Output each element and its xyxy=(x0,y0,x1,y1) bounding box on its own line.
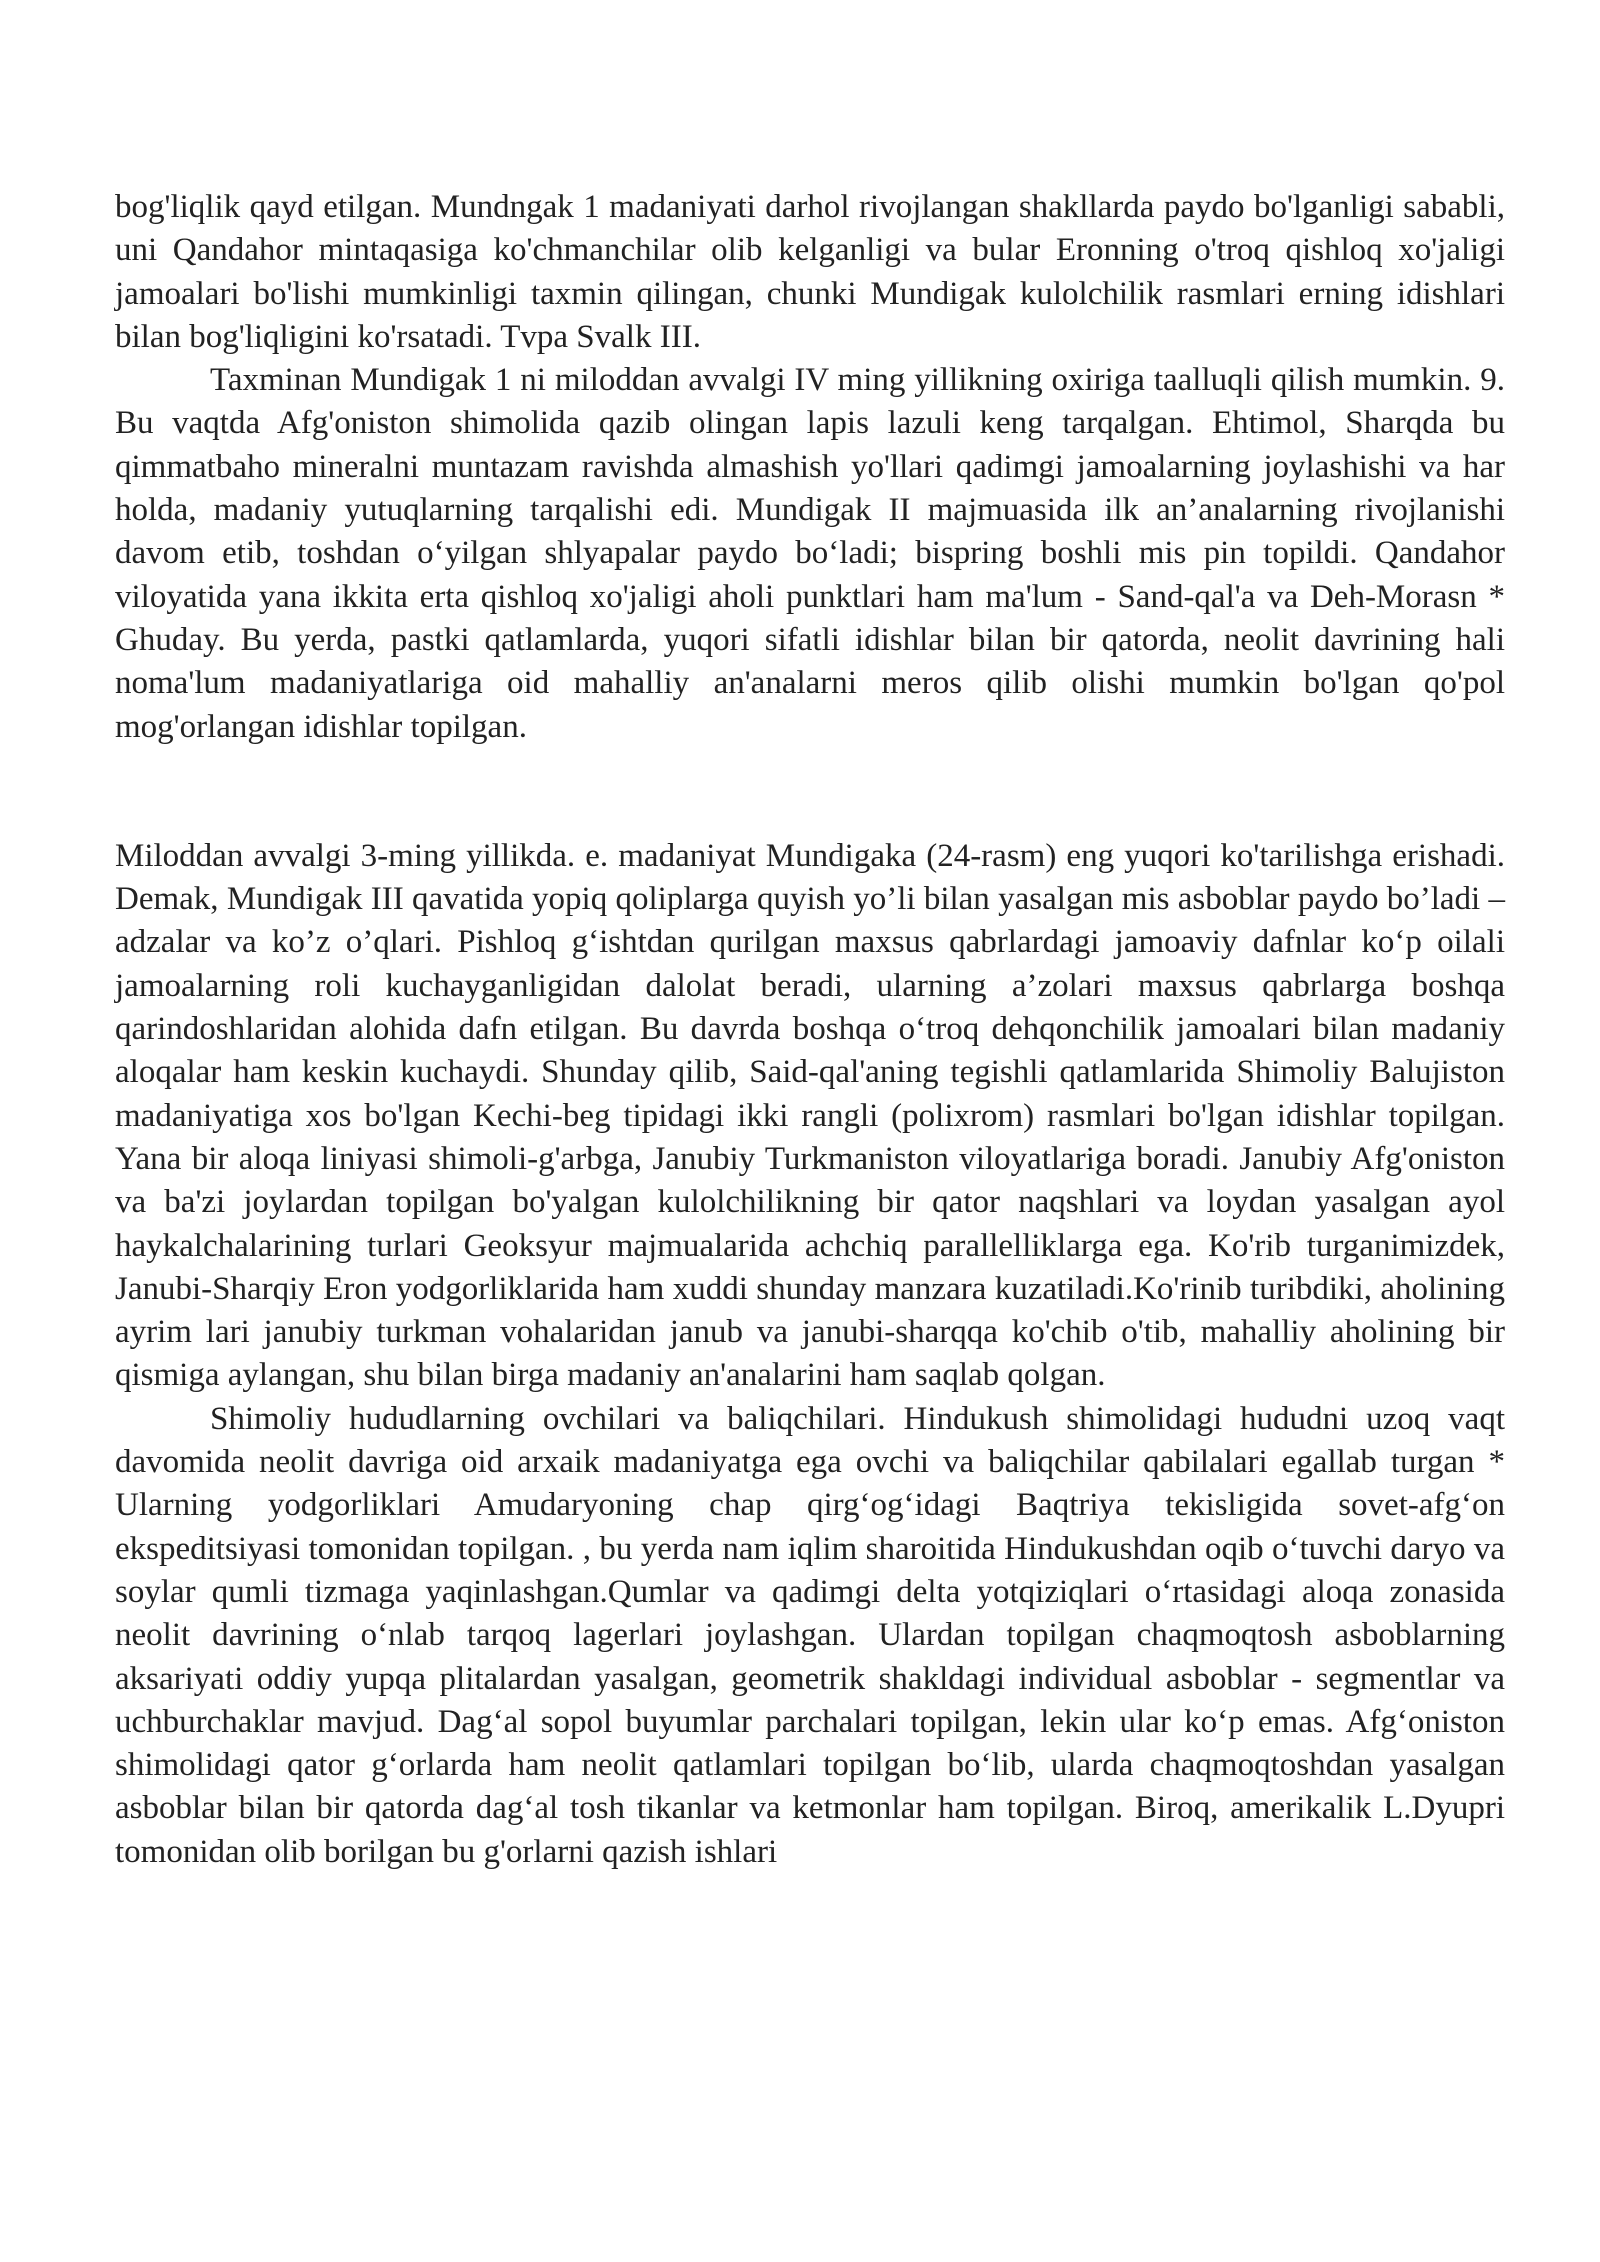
paragraph-2: Taxminan Mundigak 1 ni miloddan avvalgi IV ming yillikning oxiriga taalluqli qilish mumkin. 9. Bu vaqtda Afg'oniston shimolida qazib olingan lapis lazuli keng tarqalgan. Ehtimol, Sharqda bu qimmatbaho mineralni muntazam ravishda almashish yo'llari qadimgi jamoalarning joylashishi va har holda, madaniy yutuqlarning tarqalishi edi. Mundigak II majmuasida ilk an’analarning rivojlanishi davom etib, toshdan o‘yilgan shlyapalar paydo bo‘ladi; bispring boshli mis pin topildi. Qandahor viloyatida yana ikkita erta qishloq xo'jaligi aholi punktlari ham ma'lum - Sand-qal'a va Deh-Morasn * Ghuday. Bu yerda, pastki qatlamlarda, yuqori sifatli idishlar bilan bir qatorda, neolit davrining hali noma'lum madaniyatlariga oid mahalliy an'analarni meros qilib olishi mumkin bo'lgan qo'pol mog'orlangan idishlar topilgan. xyxy=(115,362,1505,745)
paragraph-1: bog'liqlik qayd etilgan. Mundngak 1 madaniyati darhol rivojlangan shakllarda paydo bo'lganligi sababli, uni Qandahor mintaqasiga ko'chmanchilar olib kelganligi va bular Eronning o'troq qishloq xo'jaligi jamoalari bo'lishi mumkinligi taxmin qilingan, chunki Mundigak kulolchilik rasmlari erning idishlari bilan bog'liqligini ko'rsatadi. Tvpa Svalk III. xyxy=(115,189,1505,355)
paragraph-4: Shimoliy hududlarning ovchilari va baliqchilari. Hindukush shimolidagi hududni uzoq vaqt davomida neolit davriga oid arxaik madaniyatga ega ovchi va baliqchilar qabilalari egallab turgan * Ularning yodgorliklari Amudaryoning chap qirg‘og‘idagi Baqtriya tekisligida sovet-afg‘on ekspeditsiyasi tomonidan topilgan. , bu yerda nam iqlim sharoitida Hindukushdan oqib o‘tuvchi daryo va soylar qumli tizmaga yaqinlashgan.Qumlar va qadimgi delta yotqiziqlari o‘rtasidagi aloqa zonasida neolit davrining o‘nlab tarqoq lagerlari joylashgan. Ulardan topilgan chaqmoqtosh asboblarning aksariyati oddiy yupqa plitalardan yasalgan, geometrik shakldagi individual asboblar - segmentlar va uchburchaklar mavjud. Dag‘al sopol buyumlar parchalari topilgan, lekin ular ko‘p emas. Afg‘oniston shimolidagi qator g‘orlarda ham neolit qatlamlari topilgan bo‘lib, ularda chaqmoqtoshdan yasalgan asboblar bilan bir qatorda dag‘al tosh tikanlar va ketmonlar ham topilgan. Biroq, amerikalik L.Dyupri tomonidan olib borilgan bu g'orlarni qazish ishlari xyxy=(115,1400,1505,1870)
paragraph-gap xyxy=(115,749,1505,835)
document-page xyxy=(115,186,1505,1874)
paragraph-3: Miloddan avvalgi 3-ming yillikda. e. madaniyat Mundigaka (24-rasm) eng yuqori ko'tarilishga erishadi. Demak, Mundigak III qavatida yopiq qoliplarga quyish yo’li bilan yasalgan mis asboblar paydo bo’ladi – adzalar va ko’z o’qlari. Pishloq g‘ishtdan qurilgan maxsus qabrlardagi jamoaviy dafnlar ko‘p oilali jamoalarning roli kuchayganligidan dalolat beradi, ularning a’zolari maxsus qabrlarga boshqa qarindoshlaridan alohida dafn etilgan. Bu davrda boshqa o‘troq dehqonchilik jamoalari bilan madaniy aloqalar ham keskin kuchaydi. Shunday qilib, Said-qal'aning tegishli qatlamlarida Shimoliy Balujiston madaniyatiga xos bo'lgan Kechi-beg tipidagi ikki rangli (polixrom) rasmlari bo'lgan idishlar topilgan. Yana bir aloqa liniyasi shimoli-g'arbga, Janubiy Turkmaniston viloyatlariga boradi. Janubiy Afg'oniston va ba'zi joylardan topilgan bo'yalgan kulolchilikning bir qator naqshlari va loydan yasalgan ayol haykalchalarining turlari Geoksyur majmualarida achchiq parallelliklarga ega. Ko'rib turganimizdek, Janubi-Sharqiy Eron yodgorliklarida ham xuddi shunday manzara kuzatiladi.Ko'rinib turibdiki, aholining ayrim lari janubiy turkman vohalaridan janub va janubi-sharqqa ko'chib o'tib, mahalliy aholining bir qismiga aylangan, shu bilan birga madaniy an'analarini ham saqlab qolgan. xyxy=(115,837,1505,1394)
